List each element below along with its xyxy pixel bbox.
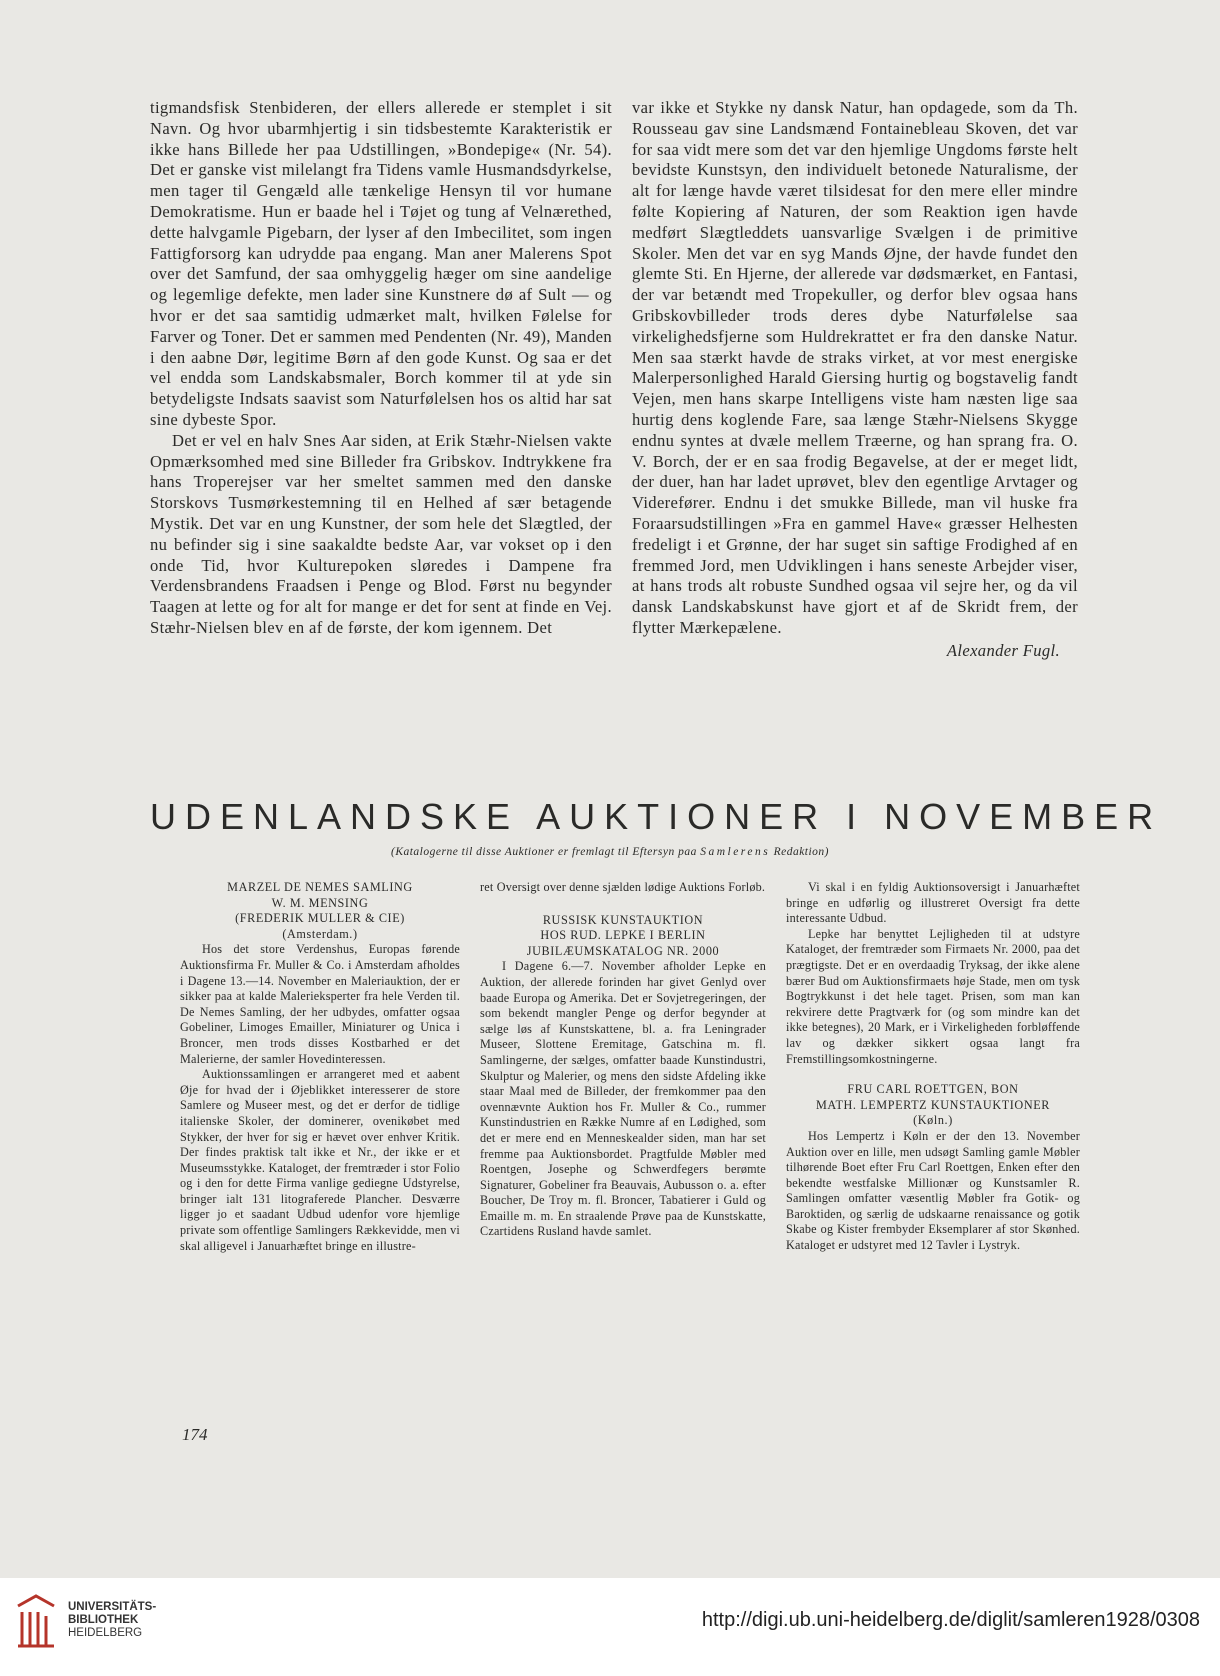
subtitle-text: Redaktion) (770, 846, 830, 858)
auction-paragraph: Hos det store Verdenshus, Europas førende Auktionsfirma Fr. Muller & Co. i Amsterdam afholdes i Dagene 13.—14. November en Maleriauktion, der er sikker paa at kalde Malerieksperter fra hele Verden til. De Nemes Samling, der her udbydes, omfatter ogsaa Gobeliner, Limoges Emailler, Miniaturer og Unica i Broncer, men trods disses Kostbarhed er det Malerierne, der samler Hovedinteressen. (180, 942, 460, 1066)
auction-heading: JUBILÆUMSKATALOG NR. 2000 (526, 943, 720, 958)
auction-heading: W. M. MENSING (271, 895, 369, 910)
article-paragraph: var ikke et Stykke ny dansk Natur, han opdagede, som da Th. Rousseau gav sine Landsmænd Fontainebleau Skoven, det var for saa vidt mere som det var den hjemlige Ungdoms første helt bevidste Kunstsyn, den individuelt betonede Naturalisme, der alt for længe havde været tilsidesat for den mere eller mindre følte Kopiering af Naturen, der som Reaktion igen havde medført Slægtleddets uansvarlige Svælgen i de primitive Skoler. Men det var en syg Mands Øjne, der havde fundet den glemte Sti. En Hjerne, der allerede var dødsmærket, en Fantasi, der var betændt med Tropekuller, og derfor blev ogsaa hans Gribskovbilleder trods deres dybe Naturfølelse saa virkelighedsfjerne som Huldrekrattet er fra den danske Natur. Men saa stærkt havde de straks virket, at vor mest energiske Malerpersonlighed Harald Giersing hurtig og bogstavelig fandt Vejen, men hans skarpe Intelligens viste ham næsten lige saa hurtig dens koglende Fare, saa længe Stæhr-Nielsens Skygge endnu syntes at dvæle mellem Træerne, og han sprang fra. O. V. Borch, der er en saa frodig Begavelse, at der er meget lidt, der duer, han har ladet uprøvet, blev den egentlige Arvtager og Viderefører. Endnu i det smukke Billede, man vil huske fra Foraarsudstillingen »Fra en gammel Have« græsser Helhesten fredeligt i et Grønne, der har suget sin saftige Frodighed af en fremmed Jord, men Udviklingen i hans seneste Arbejder viser, at hans trods alt robuste Sundhed ogsaa vil sejre her, og da vil dansk Landskabskunst have gjort et af de Skridt frem, der flytter Mærkepælene. (632, 98, 1078, 637)
page-number: 174 (182, 1425, 208, 1444)
section-title: UDENLANDSKE AUKTIONER I NOVEMBER (150, 796, 1163, 837)
article-paragraph: tigmandsfisk Stenbideren, der ellers allerede er stemplet i sit Navn. Og hvor ubarmhjertig i sin tidsbestemte Karakteristik er ikke hans Billede her paa Udstillingen, »Bondepige« (Nr. 54). Det er ganske vist milelangt fra Tidens vamle Husmandsdyrkelse, men tager til Gengæld alle tænkelige Hensyn til vor humane Demokratisme. Hun er baade hel i Tøjet og tung af Velnærethed, dette halvgamle Pigebarn, der lyser af den Imbecilitet, som ingen Fattigforsorg kan udrydde paa engang. Man aner Malerens Spot over det Samfund, der saa omhyggelig hæger om sine aandelige og legemlige defekte, men lader sine Kunstnere dø af Sult — og hvor er det saa samtidig udmærket malt, hvilken Følelse for Farver og Toner. Det er sammen med Pendenten (Nr. 49), Manden i den aabne Dør, legitime Børn af den gode Kunst. Og saa er det vel endda som Landskabsmaler, Borch kommer til at yde sin betydeligste Indsats saavist som Naturfølelsen hos os altid har sat sine dybeste Spor. (150, 98, 612, 429)
library-logo-icon (14, 1592, 58, 1650)
article-paragraph: Det er vel en halv Snes Aar siden, at Erik Stæhr-Nielsen vakte Opmærksomhed med sine Billeder fra Gribskov. Indtrykkene fra hans Troperejser var her smeltet sammen med den danske Storskovs Tusmørkestemning til en Helhed af sær betagende Mystik. Det var en ung Kunstner, der som hele det Slægtled, der nu befinder sig i sine saakaldte bedste Aar, var vokset op i den onde Tid, hvor Kulturepoken sløredes i Dampene fra Verdensbrandens Fraadsen i Penge og Blod. Først nu begynder Taagen at lette og for alt for mange er det for sent at finde en Vej. Stæhr-Nielsen blev en af de første, der kom igennem. Det (150, 430, 612, 637)
auction-paragraph: Lepke har benyttet Lejligheden til at udstyre Kataloget, der fremtræder som Firmaets Nr. 2000, paa det prægtigste. Det er en overdaadig Tryksag, der ikke alene bærer Bud om Auktionsfirmaets høje Stade, men om tysk Bogtrykkunst i det hele taget. Prisen, som man kan rekvirere dette Pragtværk for (og som mindre kan det ikke betegnes), 20 Mark, er i Virkeligheden forbløffende lav og dækker sikkert ogsaa langt fra Fremstillingsomkostningerne. (786, 926, 1080, 1066)
auction-column-3 (786, 880, 1080, 1254)
auction-paragraph: Vi skal i en fyldig Auktionsoversigt i Januarhæftet bringe en udførlig og illustreret Oversigt fra dette interessante Udbud. (786, 880, 1080, 926)
library-name-line: UNIVERSITÄTS- (68, 1601, 157, 1613)
library-footer (0, 1578, 1220, 1676)
auction-heading: RUSSISK KUNSTAUKTION (542, 912, 704, 927)
auction-heading: FRU CARL ROETTGEN, BON (847, 1082, 1019, 1097)
auction-column-1 (180, 880, 460, 1254)
article-column-right (632, 98, 1078, 662)
library-name (68, 1601, 156, 1640)
auction-paragraph: Hos Lempertz i Køln er der den 13. November Auktion over en lille, men udsøgt Samling gamle Møbler tilhørende Boet efter Fru Carl Roettgen, Enken efter den bekendte westfalske Millionær og Kunstsamler R. Samlingen omfatter væsentlig Møbler fra Gotik- og Baroktiden, og særlig de udskaarne renaissance og gotik Skabe og Kister frembyder Eksemplarer af stor Skønhed. Kataloget er udstyret med 12 Tavler i Lystryk. (786, 1128, 1080, 1253)
auction-location: (Køln.) (913, 1113, 953, 1128)
auction-heading: (FREDERIK MULLER & CIE) (235, 911, 405, 926)
auction-heading: MATH. LEMPERTZ KUNSTAUKTIONER (815, 1097, 1051, 1112)
auction-paragraph: I Dagene 6.—7. November afholder Lepke en Auktion, der allerede forinden har givet Genlyd over baade Europa og Amerika. Det er Sovjetregeringen, der som bekendt mangler Penge og derfor begynder at sælge løs af Kunstskattene, bl. a. fra Leningrader Museer, Slottene Eremitage, Gatschina m. fl. Samlingerne, der sælges, omfatter baade Kunstindustri, Skulptur og Malerier, og mens den sidste Afdeling ikke staar Maal med de Billeder, der fremkommer paa den ovennævnte Auktion hos Fr. Muller & Co., rummer Kunstindustrien en Række Numre af en Lødighed, som det er mere end en Menneskealder siden, man har set fremme paa Auktionsbordet. Pragtfulde Møbler med Roentgen, Josephe og Schwerdfegers berømte Signaturer, Gobeliner fra Beauvais, Aubusson o. a. efter Boucher, De Troy m. fl. Broncer, Tabatierer i Guld og Emaille m. m. En straalende Prøve paa de Kunstskatte, Czartidens Rusland havde samlet. (480, 959, 766, 1239)
auction-paragraph: Auktionssamlingen er arrangeret med et aabent Øje for hvad der i Øjeblikket interesserer de store Samlere og Museer mest, og det er derfor de tidlige italienske Skoler, der dominerer, ovenikøbet med Stykker, der hver for sig er hævet over enhver Kritik. Der findes praktisk talt ikke et Nr., der ikke er et Museumsstykke. Kataloget, der fremtræder i stor Folio og i den for dette Firma vanlige gediegne Udstyrelse, bringer ialt 131 litograferede Plancher. Desværre ligger jo et saadant Udbud udenfor vore hjemlige private som offentlige Samlingers Rækkevidde, men vi skal alligevel i Januarhæftet bringe en illustre- (180, 1067, 460, 1253)
auction-location: (Amsterdam.) (282, 926, 358, 941)
auction-paragraph: ret Oversigt over denne sjælden lødige Auktions Forløb. (480, 880, 766, 894)
source-url[interactable]: http://digi.ub.uni-heidelberg.de/diglit/samleren1928/0308 (701, 1609, 1200, 1631)
subtitle-spaced-text: Samlerens (700, 846, 771, 858)
library-name-line: BIBLIOTHEK (68, 1614, 139, 1626)
subtitle-text: (Katalogerne til disse Auktioner er fremlagt til Eftersyn paa (390, 846, 701, 858)
article-column-left (150, 98, 612, 639)
library-name-line: HEIDELBERG (68, 1627, 143, 1639)
auction-heading: MARZEL DE NEMES SAMLING (227, 880, 413, 894)
auction-column-2 (480, 880, 766, 1240)
auction-heading: HOS RUD. LEPKE I BERLIN (540, 928, 706, 943)
section-subtitle (150, 846, 1070, 858)
author-signature: Alexander Fugl. (946, 640, 1060, 660)
